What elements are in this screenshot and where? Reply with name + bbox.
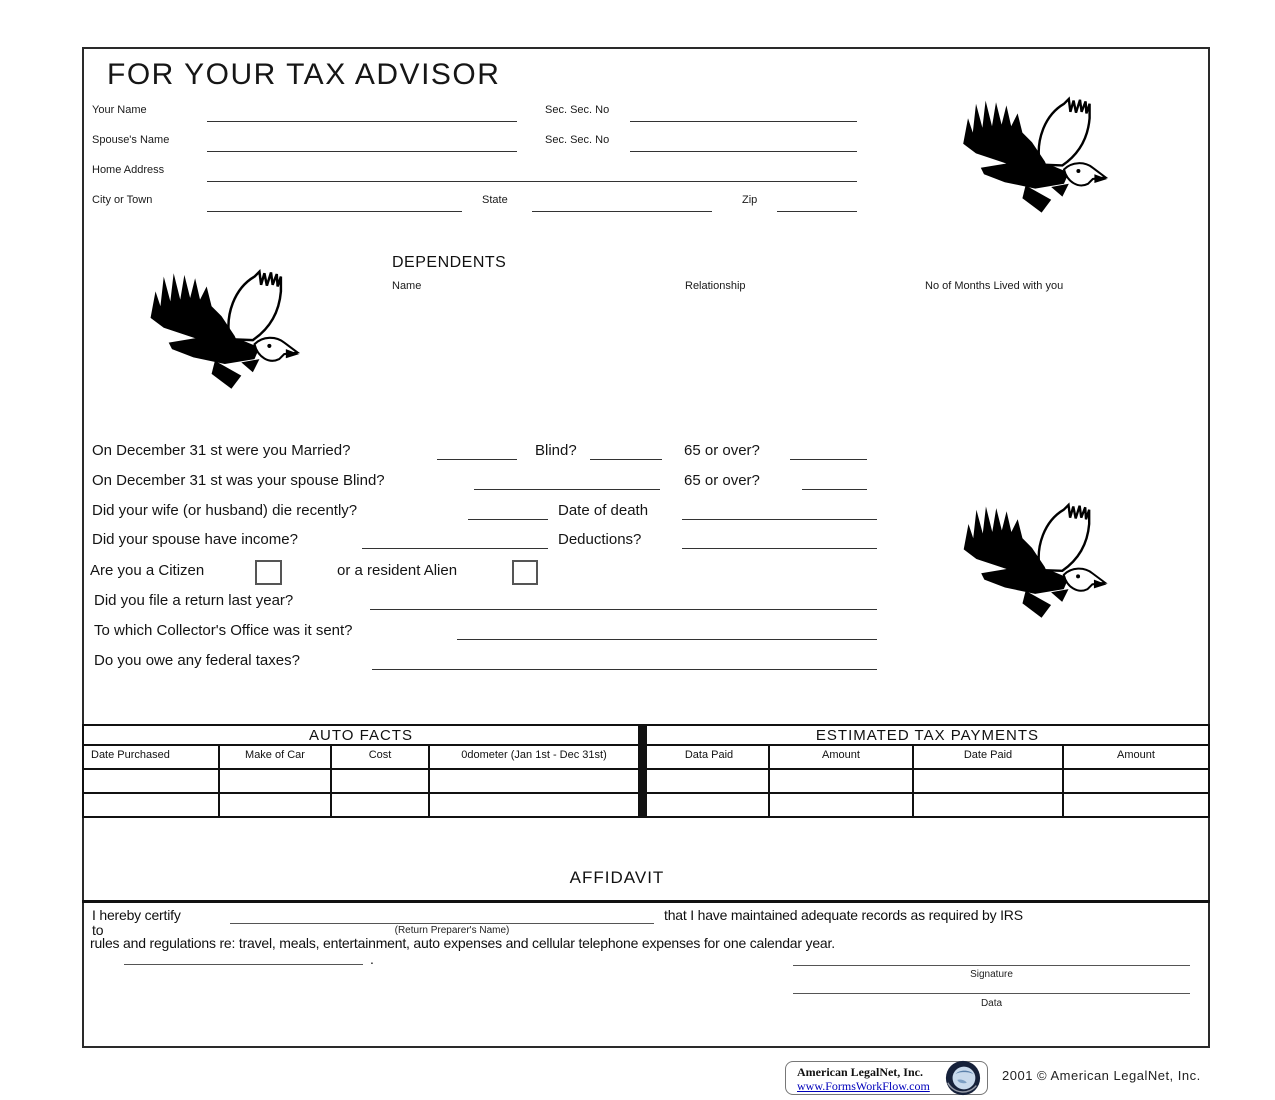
- auto-facts-col-make: Make of Car: [218, 746, 330, 768]
- page-title: FOR YOUR TAX ADVISOR: [107, 58, 501, 91]
- spouse-blind-question: On December 31 st was your spouse Blind?: [92, 472, 385, 489]
- estimated-tax-col-date-paid: Date Paid: [912, 746, 1062, 768]
- form-border-box: [82, 47, 1210, 1048]
- auto-facts-table: [82, 724, 640, 818]
- collector-question: To which Collector's Office was it sent?: [94, 622, 353, 639]
- spouse-name-line[interactable]: [207, 151, 517, 152]
- table-cell[interactable]: [428, 770, 638, 792]
- estimated-tax-col-data-paid: Data Paid: [684, 749, 734, 761]
- state-line[interactable]: [532, 211, 712, 212]
- estimated-tax-table: [645, 724, 1210, 818]
- citizen-label: Are you a Citizen: [90, 562, 205, 579]
- dependents-months-col: No of Months Lived with you: [925, 280, 1064, 292]
- die-recently-line[interactable]: [468, 519, 548, 520]
- table-cell[interactable]: [912, 770, 1062, 792]
- footer-company: American LegalNet, Inc.: [797, 1065, 923, 1079]
- date-label: Data: [980, 998, 1003, 1009]
- file-return-line[interactable]: [370, 609, 877, 610]
- table-cell[interactable]: [912, 794, 1062, 818]
- table-divider: [638, 724, 645, 818]
- married-line[interactable]: [437, 459, 517, 460]
- spouse-name-label: Spouse's Name: [92, 134, 170, 146]
- spouse-income-question: Did your spouse have income?: [92, 531, 298, 548]
- spouse-blind-line[interactable]: [474, 489, 660, 490]
- ssn1-label: Sec. Sec. No: [545, 104, 610, 116]
- table-cell[interactable]: [84, 770, 218, 792]
- rules-text: rules and regulations re: travel, meals, entertainment, auto expenses and cellular telephone expenses for one calendar year.: [90, 935, 835, 951]
- dependents-relationship-col: Relationship: [685, 280, 746, 292]
- table-cell[interactable]: [218, 770, 330, 792]
- collector-line[interactable]: [457, 639, 877, 640]
- certify-text: I hereby certify: [92, 907, 181, 923]
- table-cell[interactable]: [1062, 794, 1208, 818]
- estimated-tax-col-amount-2: Amount: [1062, 746, 1208, 768]
- records-text: that I have maintained adequate records as required by IRS: [664, 907, 1023, 923]
- signature-label: Signature: [970, 969, 1013, 980]
- your-name-line[interactable]: [207, 121, 517, 122]
- home-address-label: Home Address: [92, 164, 165, 176]
- blind-label: Blind?: [535, 442, 577, 459]
- over65-label-1: 65 or over?: [684, 442, 760, 459]
- over65-line-1[interactable]: [790, 459, 867, 460]
- federal-taxes-line[interactable]: [372, 669, 877, 670]
- auto-facts-col-cost: Cost: [330, 746, 428, 768]
- auto-facts-col-odometer: 0dometer (Jan 1st - Dec 31st): [428, 746, 638, 768]
- estimated-tax-title: ESTIMATED TAX PAYMENTS: [647, 726, 1208, 746]
- table-cell[interactable]: [428, 794, 638, 818]
- signature-line[interactable]: [793, 965, 1190, 966]
- state-label: State: [482, 194, 508, 206]
- federal-taxes-question: Do you owe any federal taxes?: [94, 652, 300, 669]
- footer-website-link[interactable]: www.FormsWorkFlow.com: [797, 1079, 930, 1093]
- ssn1-line[interactable]: [630, 121, 857, 122]
- home-address-line[interactable]: [207, 181, 857, 182]
- over65-line-2[interactable]: [802, 489, 867, 490]
- globe-logo-icon: [944, 1059, 982, 1097]
- table-cell[interactable]: [768, 770, 912, 792]
- your-name-label: Your Name: [92, 104, 147, 116]
- ssn2-label: Sec. Sec. No: [545, 134, 610, 146]
- to-text: to: [92, 922, 104, 938]
- deductions-line[interactable]: [682, 548, 877, 549]
- ssn2-line[interactable]: [630, 151, 857, 152]
- spouse-income-line[interactable]: [362, 548, 548, 549]
- period-mark: .: [370, 951, 374, 967]
- eagle-icon: [948, 497, 1116, 632]
- table-cell[interactable]: [768, 794, 912, 818]
- zip-line[interactable]: [777, 211, 857, 212]
- table-cell[interactable]: [84, 794, 218, 818]
- die-recently-question: Did your wife (or husband) die recently?: [92, 502, 358, 519]
- married-question: On December 31 st were you Married?: [92, 442, 351, 459]
- dependents-name-col: Name: [392, 280, 422, 292]
- resident-alien-checkbox[interactable]: [512, 560, 538, 585]
- affidavit-divider: [82, 900, 1210, 903]
- table-cell[interactable]: [647, 770, 768, 792]
- city-line[interactable]: [207, 211, 462, 212]
- table-cell[interactable]: [1062, 770, 1208, 792]
- citizen-checkbox[interactable]: [255, 560, 282, 585]
- date-of-death-line[interactable]: [682, 519, 877, 520]
- deductions-label: Deductions?: [558, 531, 642, 548]
- date-of-death-label: Date of death: [558, 502, 649, 519]
- table-cell[interactable]: [218, 794, 330, 818]
- city-label: City or Town: [92, 194, 153, 206]
- file-return-question: Did you file a return last year?: [94, 592, 294, 609]
- preparer-name-line[interactable]: [230, 923, 654, 924]
- auto-facts-title: AUTO FACTS: [84, 726, 638, 746]
- table-cell[interactable]: [330, 794, 428, 818]
- date-line[interactable]: [793, 993, 1190, 994]
- table-cell[interactable]: [647, 794, 768, 818]
- dependents-title: DEPENDENTS: [392, 254, 507, 271]
- table-cell[interactable]: [330, 770, 428, 792]
- auto-facts-col-date-purchased: Date Purchased: [91, 749, 170, 761]
- alien-label: or a resident Alien: [337, 562, 458, 579]
- footer-copyright: 2001 © American LegalNet, Inc.: [1002, 1068, 1201, 1083]
- eagle-icon: [952, 85, 1112, 233]
- preparer-caption: (Return Preparer's Name): [394, 925, 510, 936]
- eagle-icon: [139, 262, 304, 405]
- affidavit-extra-line[interactable]: [124, 964, 363, 965]
- over65-label-2: 65 or over?: [684, 472, 760, 489]
- tables-section: [82, 724, 1210, 818]
- affidavit-title: AFFIDAVIT: [569, 868, 665, 887]
- blind-line[interactable]: [590, 459, 662, 460]
- zip-label: Zip: [742, 194, 758, 206]
- estimated-tax-col-amount-1: Amount: [768, 746, 912, 768]
